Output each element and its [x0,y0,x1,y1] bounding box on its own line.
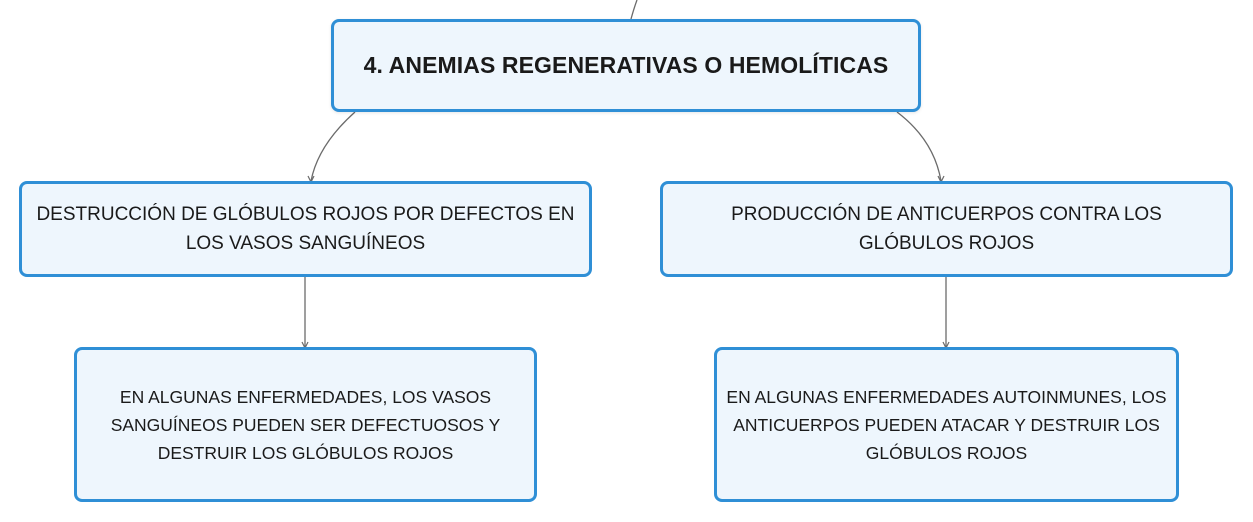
branch-label-antibodies: PRODUCCIÓN DE ANTICUERPOS CONTRA LOS GLÓBULOS ROJOS [731,204,1162,254]
detail-node-vessel-defects[interactable] [74,347,537,502]
connector-parent-to-root [631,0,637,19]
connector-root-to-left-branch [311,112,355,181]
detail-label-antibodies: EN ALGUNAS ENFERMEDADES AUTOINMUNES, LOS ANTICUERPOS PUEDEN ATACAR Y DESTRUIR LOS GLÓBULOS ROJOS [726,386,1167,463]
detail-label-vessel-defects: EN ALGUNAS ENFERMEDADES, LOS VASOS SANGUÍNEOS PUEDEN SER DEFECTUOSOS Y DESTRUIR LOS GLÓBULOS ROJOS [110,386,501,463]
root-topic-node[interactable] [331,19,921,112]
detail-node-antibodies[interactable] [714,347,1179,502]
branch-node-vessel-defects[interactable] [19,181,592,277]
root-topic-label: 4. ANEMIAS REGENERATIVAS O HEMOLÍTICAS [363,52,889,78]
branch-node-antibodies[interactable] [660,181,1233,277]
branch-label-vessel-defects: DESTRUCCIÓN DE GLÓBULOS ROJOS POR DEFECTOS EN LOS VASOS SANGUÍNEOS [36,204,575,254]
connector-root-to-right-branch [897,112,941,181]
